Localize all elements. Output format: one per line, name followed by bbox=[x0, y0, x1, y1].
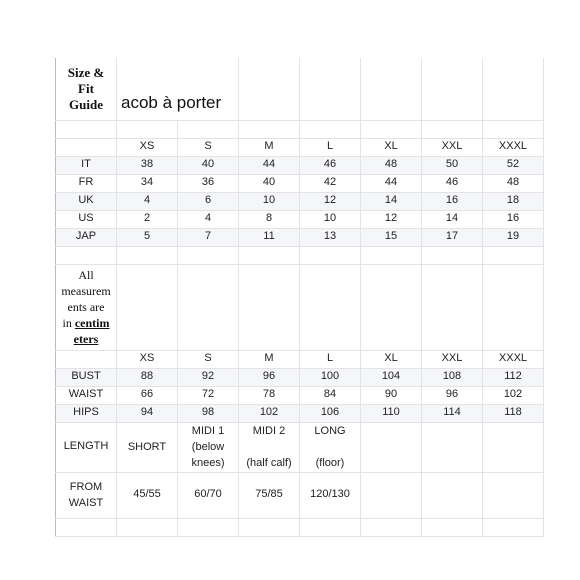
table-cell: 19 bbox=[483, 228, 544, 246]
table-cell: 8 bbox=[239, 210, 300, 228]
table-cell: 104 bbox=[361, 368, 422, 386]
table-row bbox=[56, 228, 544, 246]
size-header: L bbox=[300, 138, 361, 156]
length-option: MIDI 2 (half calf) bbox=[239, 422, 300, 472]
size-header: M bbox=[239, 138, 300, 156]
size-header: S bbox=[178, 138, 239, 156]
table-row bbox=[56, 368, 544, 386]
table-cell: 88 bbox=[117, 368, 178, 386]
size-header: XXL bbox=[422, 350, 483, 368]
table-cell: 42 bbox=[300, 174, 361, 192]
table-row bbox=[56, 404, 544, 422]
table-cell: 6 bbox=[178, 192, 239, 210]
table-cell: 114 bbox=[422, 404, 483, 422]
measurement-note-row bbox=[56, 264, 544, 350]
size-header: M bbox=[239, 350, 300, 368]
table-row bbox=[56, 156, 544, 174]
table-cell: 90 bbox=[361, 386, 422, 404]
table-cell: 12 bbox=[361, 210, 422, 228]
row-label: UK bbox=[56, 192, 117, 210]
table-cell: 12 bbox=[300, 192, 361, 210]
table-cell: 14 bbox=[361, 192, 422, 210]
table-cell: 92 bbox=[178, 368, 239, 386]
table-row bbox=[56, 192, 544, 210]
length-row bbox=[56, 422, 544, 472]
table-cell: 75/85 bbox=[239, 472, 300, 518]
table-cell: 84 bbox=[300, 386, 361, 404]
length-option: MIDI 1 (below knees) bbox=[178, 422, 239, 472]
table-cell: 108 bbox=[422, 368, 483, 386]
length-option: LONG (floor) bbox=[300, 422, 361, 472]
table-cell: 48 bbox=[483, 174, 544, 192]
table-cell: 46 bbox=[422, 174, 483, 192]
measurement-note: All measurem ents are in centim eters bbox=[56, 264, 117, 350]
table-cell: 17 bbox=[422, 228, 483, 246]
table-cell: 14 bbox=[422, 210, 483, 228]
row-label: JAP bbox=[56, 228, 117, 246]
table-cell: 18 bbox=[483, 192, 544, 210]
size-header-row bbox=[56, 138, 544, 156]
table-cell: 2 bbox=[117, 210, 178, 228]
table-cell: 118 bbox=[483, 404, 544, 422]
table-cell: 38 bbox=[117, 156, 178, 174]
table-cell: 15 bbox=[361, 228, 422, 246]
length-option: SHORT bbox=[117, 422, 178, 472]
row-label: HIPS bbox=[56, 404, 117, 422]
table-cell: 48 bbox=[361, 156, 422, 174]
table-cell: 34 bbox=[117, 174, 178, 192]
table-cell: 10 bbox=[300, 210, 361, 228]
table-cell: 78 bbox=[239, 386, 300, 404]
size-header: S bbox=[178, 350, 239, 368]
table-cell: 46 bbox=[300, 156, 361, 174]
table-cell: 110 bbox=[361, 404, 422, 422]
table-cell: 112 bbox=[483, 368, 544, 386]
table-cell: 60/70 bbox=[178, 472, 239, 518]
table-cell: 44 bbox=[239, 156, 300, 174]
row-label: US bbox=[56, 210, 117, 228]
size-header: XXXL bbox=[483, 138, 544, 156]
table-cell: 106 bbox=[300, 404, 361, 422]
from-waist-row bbox=[56, 472, 544, 518]
table-row bbox=[56, 174, 544, 192]
table-cell: 96 bbox=[239, 368, 300, 386]
table-cell: 50 bbox=[422, 156, 483, 174]
size-header: XS bbox=[117, 350, 178, 368]
table-cell: 4 bbox=[117, 192, 178, 210]
size-fit-guide-table bbox=[55, 58, 544, 537]
row-label: FR bbox=[56, 174, 117, 192]
size-header: L bbox=[300, 350, 361, 368]
table-cell: 44 bbox=[361, 174, 422, 192]
row-label: FROM WAIST bbox=[56, 472, 117, 518]
size-header: XL bbox=[361, 138, 422, 156]
size-header: XL bbox=[361, 350, 422, 368]
table-cell: 40 bbox=[239, 174, 300, 192]
table-cell: 94 bbox=[117, 404, 178, 422]
table-cell: 52 bbox=[483, 156, 544, 174]
size-header: XXXL bbox=[483, 350, 544, 368]
table-cell: 5 bbox=[117, 228, 178, 246]
table-row bbox=[56, 210, 544, 228]
row-label: IT bbox=[56, 156, 117, 174]
table-cell: 96 bbox=[422, 386, 483, 404]
size-header: XXL bbox=[422, 138, 483, 156]
table-cell: 7 bbox=[178, 228, 239, 246]
table-cell: 120/130 bbox=[300, 472, 361, 518]
table-cell: 10 bbox=[239, 192, 300, 210]
table-cell: 16 bbox=[422, 192, 483, 210]
row-label: WAIST bbox=[56, 386, 117, 404]
table-cell: 16 bbox=[483, 210, 544, 228]
row-label: LENGTH bbox=[56, 422, 117, 472]
row-label: BUST bbox=[56, 368, 117, 386]
size-header: XS bbox=[117, 138, 178, 156]
table-cell: 72 bbox=[178, 386, 239, 404]
table-cell: 40 bbox=[178, 156, 239, 174]
table-cell: 98 bbox=[178, 404, 239, 422]
table-cell: 102 bbox=[239, 404, 300, 422]
table-cell: 36 bbox=[178, 174, 239, 192]
title-row bbox=[56, 58, 544, 120]
guide-title: Size & Fit Guide bbox=[56, 58, 117, 120]
table-cell: 13 bbox=[300, 228, 361, 246]
brand-name: acob à porter bbox=[117, 58, 239, 120]
table-cell: 100 bbox=[300, 368, 361, 386]
table-cell: 11 bbox=[239, 228, 300, 246]
table-row bbox=[56, 386, 544, 404]
size-header-row bbox=[56, 350, 544, 368]
table-cell: 102 bbox=[483, 386, 544, 404]
table-cell: 4 bbox=[178, 210, 239, 228]
table-cell: 45/55 bbox=[117, 472, 178, 518]
table-cell: 66 bbox=[117, 386, 178, 404]
